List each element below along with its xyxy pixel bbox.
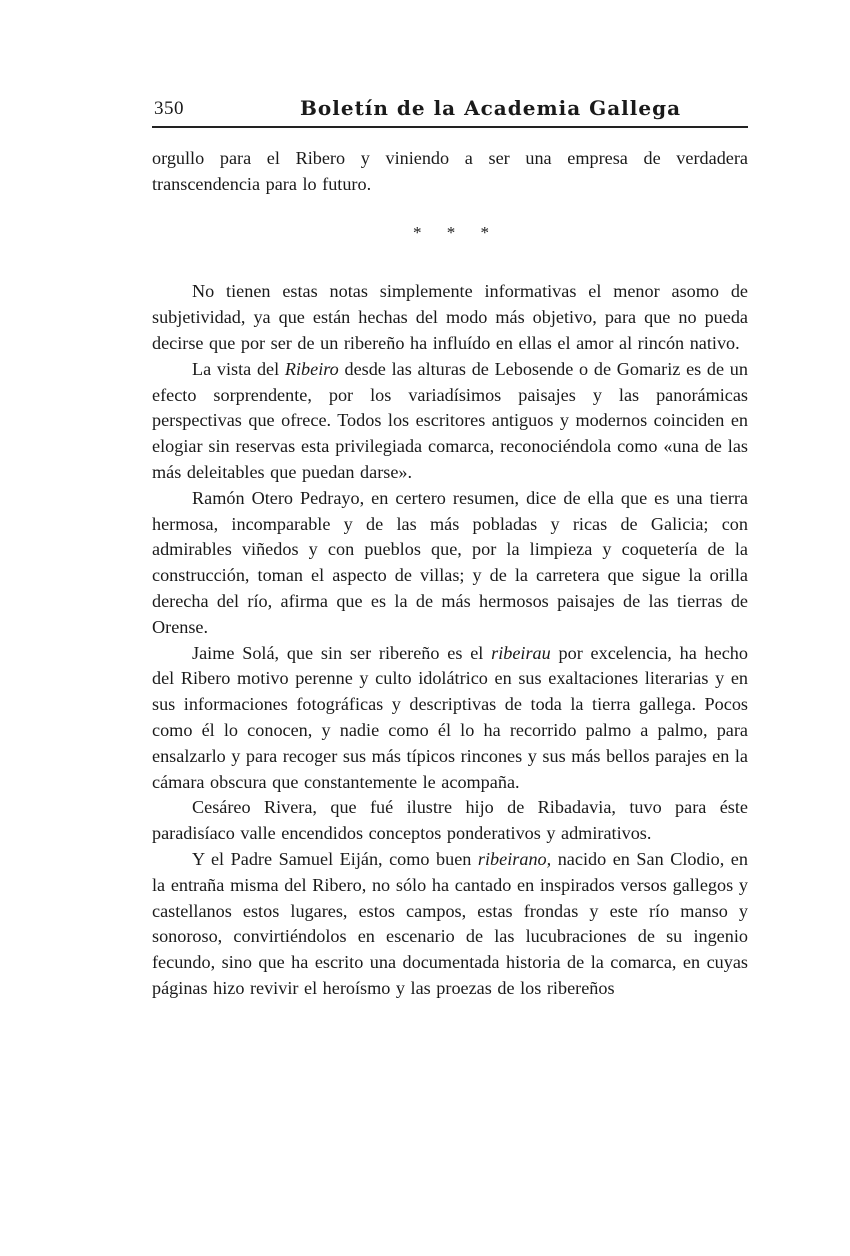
italic-term: ribeirano,	[477, 848, 552, 869]
paragraph	[152, 847, 748, 1002]
paragraph-continued: orgullo para el Ribero y viniendo a ser una empresa de verdadera transcendencia para lo futuro.	[152, 148, 748, 194]
italic-term: Ribeiro	[284, 358, 339, 379]
paragraph	[152, 357, 748, 486]
text-run: Y el Padre Samuel Eiján, como buen	[192, 848, 478, 869]
page-number: 350	[154, 98, 184, 119]
page-header	[152, 92, 748, 128]
running-title: Boletín de la Academia Gallega	[300, 96, 682, 120]
paragraph: No tienen estas notas simplemente informativas el menor asomo de subjetividad, ya que están hechas del modo más objetivo, para que no pueda decirse que por ser de un ribereño ha influído en ellas el amor al rincón nativo.	[152, 281, 748, 353]
text-run: desde las alturas de Lebosende o de Gomariz es de un efecto sorprendente, por los variadísimos paisajes y las panorámicas perspectivas que ofrece. Todos los escritores antiguos y modernos coinciden en elogiar sin reservas esta privilegiada comarca, reconociéndola como «una de las más deleitables que puedan darse».	[152, 358, 748, 482]
paragraph	[152, 641, 748, 796]
document-page	[152, 92, 748, 1002]
body-text	[152, 146, 748, 1002]
section-separator: * * *	[413, 222, 499, 242]
text-run: nacido en San Clodio, en la entraña misma del Ribero, no sólo ha cantado en inspirados versos gallegos y castellanos estos lugares, estos campos, estas frondas y este río manso y sonoroso, convirtiéndolos en escenario de las lucubraciones de su ingenio fecundo, sino que ha escrito una documentada historia de la comarca, en cuyas páginas hizo revivir el heroísmo y las proezas de los ribereños	[152, 848, 748, 998]
text-run: La vista del	[192, 358, 285, 379]
text-run: por excelencia, ha hecho del Ribero motivo perenne y culto idolátrico en sus exaltaciones literarias y en sus informaciones fotográficas y descriptivas de toda la tierra gallega. Pocos como él lo conocen, y nadie como él lo ha recorrido palmo a palmo, para ensalzarlo y para recoger sus más típicos rincones y sus más bellos parajes en la cámara obscura que constantemente le acompaña.	[152, 642, 748, 792]
italic-term: ribeirau	[491, 642, 551, 663]
paragraph: Ramón Otero Pedrayo, en certero resumen, dice de ella que es una tierra hermosa, incomparable y de las más pobladas y ricas de Galicia; con admirables viñedos y con pueblos que, por la limpieza y coquetería de la construcción, toman el aspecto de villas; y de la carretera que sigue la orilla derecha del río, afirma que es la de más hermosos paisajes de las tierras de Orense.	[152, 487, 748, 637]
paragraph: Cesáreo Rivera, que fué ilustre hijo de Ribadavia, tuvo para éste paradisíaco valle encendidos conceptos ponderativos y admirativos.	[152, 797, 748, 844]
text-run: Jaime Solá, que sin ser ribereño es el	[192, 642, 492, 663]
